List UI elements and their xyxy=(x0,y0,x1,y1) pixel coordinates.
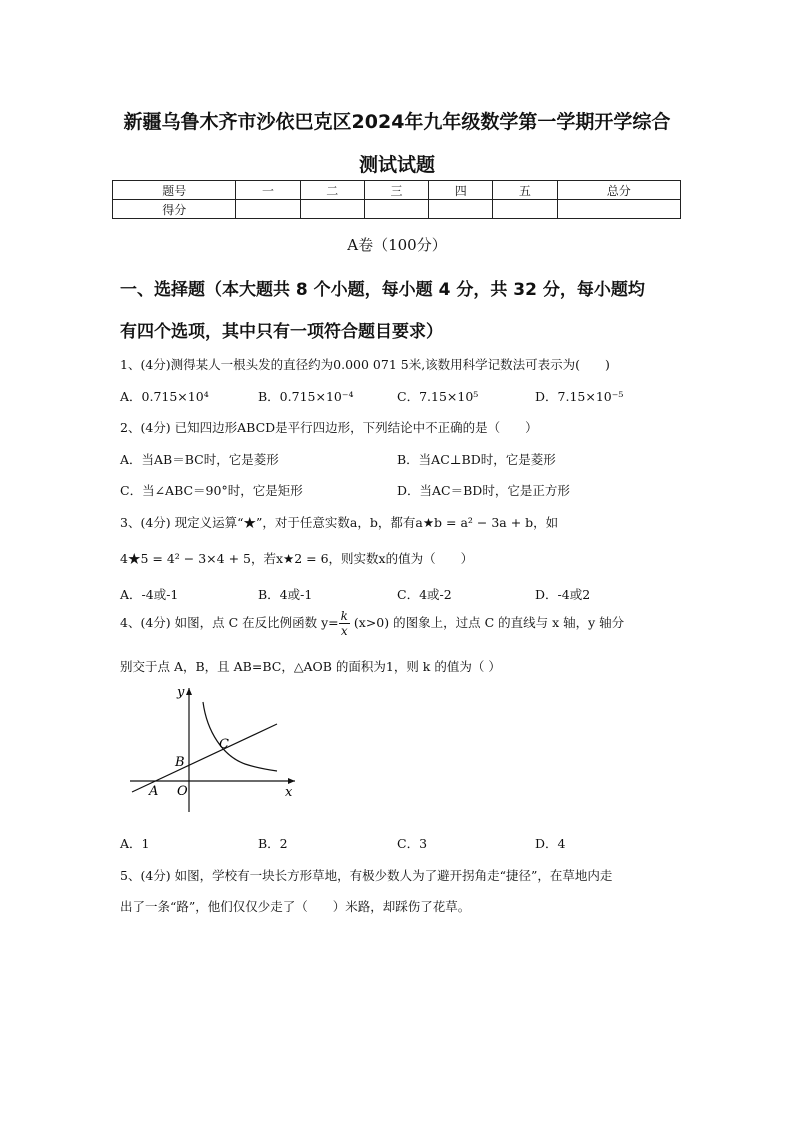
score-header-cell: 二 xyxy=(300,181,364,200)
y-axis-arrow xyxy=(186,688,192,695)
q4-option-b[interactable]: B．2 xyxy=(258,836,288,851)
score-table-score-row xyxy=(113,200,681,219)
q1-option-b[interactable]: B．0.715×10⁻⁴ xyxy=(258,389,354,404)
q2-stem: 2、(4分) 已知四边形ABCD是平行四边形，下列结论中不正确的是（ ） xyxy=(120,420,538,435)
q1-option-a[interactable]: A．0.715×10⁴ xyxy=(120,389,209,404)
score-header-cell: 四 xyxy=(429,181,493,200)
part1-heading-line2: 有四个选项，其中只有一项符合题目要求） xyxy=(120,322,443,342)
score-header-cell: 一 xyxy=(236,181,300,200)
q5-stem-line1: 5、(4分) 如图，学校有一块长方形草地，有极少数人为了避开拐角走“捷径”，在草地内走 xyxy=(120,868,613,883)
q4-graph-figure xyxy=(125,682,300,817)
score-cell[interactable] xyxy=(236,200,300,219)
score-cell[interactable] xyxy=(493,200,557,219)
k-over-x-fraction xyxy=(339,609,350,638)
label-a: A xyxy=(149,784,159,799)
q2-option-a[interactable]: A．当AB＝BC时，它是菱形 xyxy=(120,452,279,467)
label-b: B xyxy=(175,755,185,770)
q1-option-d[interactable]: D．7.15×10⁻⁵ xyxy=(535,389,624,404)
section-a-heading: A卷（100分） xyxy=(347,236,447,254)
score-row-label: 得分 xyxy=(113,200,236,219)
q2-option-b[interactable]: B．当AC⊥BD时，它是菱形 xyxy=(397,452,556,467)
q1-stem: 1、(4分)测得某人一根头发的直径约为0.000 071 5米,该数用科学记数法可表示为( ) xyxy=(120,357,610,372)
q4-stem-line1 xyxy=(120,609,624,638)
label-y: y xyxy=(177,685,185,700)
score-header-cell: 题号 xyxy=(113,181,236,200)
q2-option-c[interactable]: C．当∠ABC＝90°时，它是矩形 xyxy=(120,483,303,498)
score-cell[interactable] xyxy=(557,200,680,219)
q4-option-d[interactable]: D．4 xyxy=(535,836,566,851)
hyperbola-curve xyxy=(203,702,277,771)
score-table xyxy=(112,180,681,219)
page-title-line2: 测试试题 xyxy=(358,154,435,176)
line-abc xyxy=(132,724,277,792)
q3-option-b[interactable]: B．4或-1 xyxy=(258,587,313,602)
score-cell[interactable] xyxy=(364,200,428,219)
label-x: x xyxy=(285,785,293,800)
q4-stem-pre: 4、(4分) 如图，点 C 在反比例函数 y= xyxy=(120,615,339,630)
score-cell[interactable] xyxy=(429,200,493,219)
q4-stem-post: (x>0) 的图象上，过点 C 的直线与 x 轴，y 轴分 xyxy=(349,615,625,630)
q4-option-c[interactable]: C．3 xyxy=(397,836,428,851)
score-cell[interactable] xyxy=(300,200,364,219)
fraction-numerator: k xyxy=(340,609,348,623)
label-o: O xyxy=(177,784,188,799)
fraction-denominator: x xyxy=(340,624,348,638)
part1-heading-line1: 一、选择题（本大题共 8 个小题，每小题 4 分，共 32 分，每小题均 xyxy=(120,280,645,300)
q3-option-d[interactable]: D．-4或2 xyxy=(535,587,591,602)
q3-stem-line2: 4★5 = 4² − 3×4 + 5，若x★2 = 6，则实数x的值为（ ） xyxy=(120,551,474,566)
q3-option-c[interactable]: C．4或-2 xyxy=(397,587,452,602)
q5-stem-line2: 出了一条“路”，他们仅仅少走了（ ）米路，却踩伤了花草。 xyxy=(120,899,471,914)
score-table-header-row xyxy=(113,181,681,200)
q2-option-d[interactable]: D．当AC＝BD时，它是正方形 xyxy=(397,483,570,498)
x-axis-arrow xyxy=(288,778,295,784)
score-header-cell: 总分 xyxy=(557,181,680,200)
q3-option-a[interactable]: A．-4或-1 xyxy=(120,587,179,602)
page-title-line1: 新疆乌鲁木齐市沙依巴克区2024年九年级数学第一学期开学综合 xyxy=(123,111,671,133)
q3-stem-line1: 3、(4分) 现定义运算“★”，对于任意实数a，b，都有a★b = a² − 3a + b，如 xyxy=(120,515,559,530)
q1-option-c[interactable]: C．7.15×10⁵ xyxy=(397,389,479,404)
score-header-cell: 三 xyxy=(364,181,428,200)
label-c: C xyxy=(219,737,229,752)
score-header-cell: 五 xyxy=(493,181,557,200)
q4-option-a[interactable]: A．1 xyxy=(120,836,150,851)
q4-stem-line2: 别交于点 A，B，且 AB=BC，△AOB 的面积为1，则 k 的值为（ ） xyxy=(120,659,501,674)
